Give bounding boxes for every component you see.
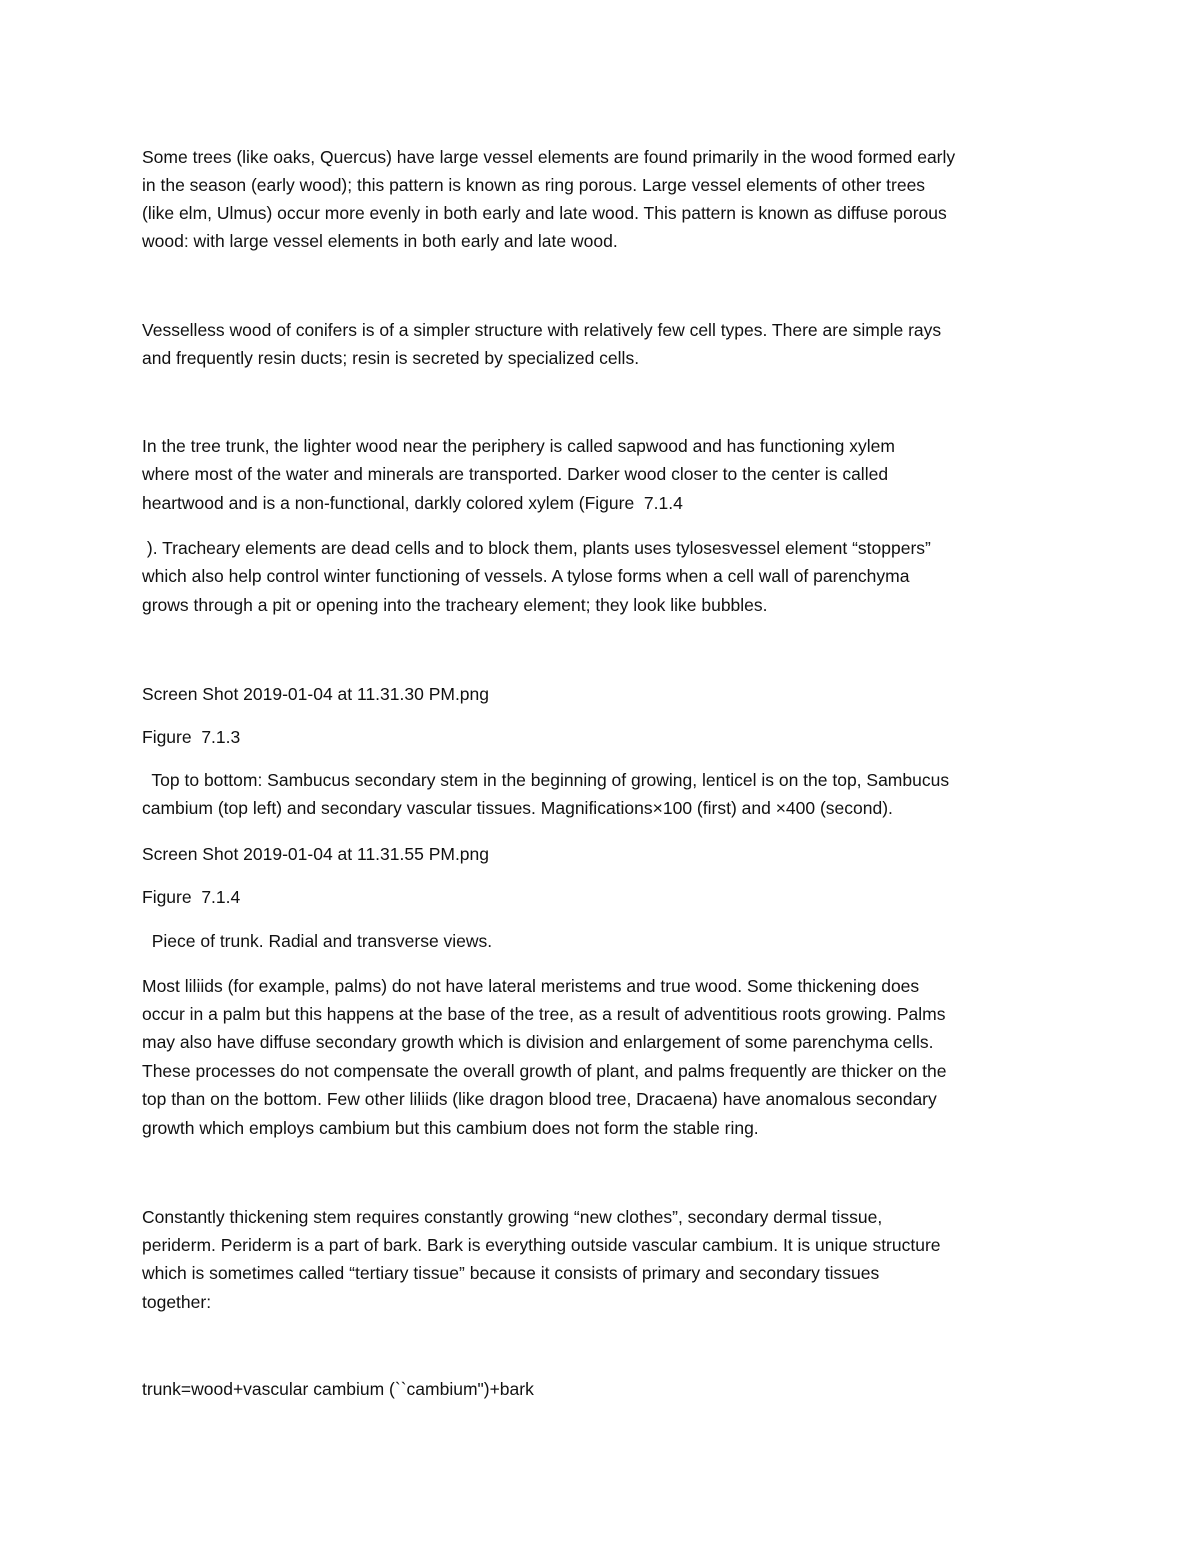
paragraph-periderm-line: Constantly thickening stem requires constantly growing “new clothes”, secondary dermal tissue,	[142, 1207, 883, 1227]
figure-caption-line: cambium (top left) and secondary vascular tissues. Magnifications×100 (first) and ×400 (second).	[142, 798, 893, 818]
paragraph-sapwood-line: In the tree trunk, the lighter wood near the periphery is called sapwood and has functioning xylem	[142, 436, 895, 456]
paragraph-periderm-line: periderm. Periderm is a part of bark. Bark is everything outside vascular cambium. It is unique structure	[142, 1235, 941, 1255]
paragraph-porous-line: in the season (early wood); this pattern is known as ring porous. Large vessel elements of other trees	[142, 175, 926, 195]
paragraph-liliids-line: top than on the bottom. Few other liliids (like dragon blood tree, Dracaena) have anomalous secondary	[142, 1089, 937, 1109]
figure-caption-line: Top to bottom: Sambucus secondary stem in the beginning of growing, lenticel is on the top, Sambucus	[142, 770, 950, 790]
paragraph-tyloses-line: ). Tracheary elements are dead cells and to block them, plants uses tylosesvessel element “stoppers”	[142, 538, 931, 558]
paragraph-tyloses-line: which also help control winter functioning of vessels. A tylose forms when a cell wall of parenchyma	[142, 566, 910, 586]
image-filename: Screen Shot 2019-01-04 at 11.31.55 PM.png	[142, 844, 490, 864]
paragraph-tyloses-line: grows through a pit or opening into the tracheary element; they look like bubbles.	[142, 595, 768, 615]
trunk-formula: trunk=wood+vascular cambium (``cambium")+bark	[142, 1379, 534, 1399]
paragraph-porous-line: Some trees (like oaks, Quercus) have large vessel elements are found primarily in the wood formed early	[142, 147, 956, 167]
paragraph-conifers-line: Vesselless wood of conifers is of a simpler structure with relatively few cell types. There are simple rays	[142, 320, 942, 340]
paragraph-sapwood-line: where most of the water and minerals are transported. Darker wood closer to the center is called	[142, 464, 889, 484]
figure-caption-line: Piece of trunk. Radial and transverse views.	[142, 931, 493, 951]
paragraph-liliids-line: Most liliids (for example, palms) do not have lateral meristems and true wood. Some thickening does	[142, 976, 920, 996]
figure-label: Figure 7.1.4	[142, 887, 241, 907]
paragraph-liliids-line: occur in a palm but this happens at the base of the tree, as a result of adventitious roots growing. Palms	[142, 1004, 946, 1024]
image-filename: Screen Shot 2019-01-04 at 11.31.30 PM.png	[142, 684, 490, 704]
paragraph-periderm-line: together:	[142, 1292, 212, 1312]
paragraph-sapwood-line: heartwood and is a non-functional, darkly colored xylem (Figure 7.1.4	[142, 493, 683, 513]
figure-label: Figure 7.1.3	[142, 727, 241, 747]
paragraph-porous-line: (like elm, Ulmus) occur more evenly in both early and late wood. This pattern is known as diffuse porous	[142, 203, 947, 223]
paragraph-liliids-line: growth which employs cambium but this cambium does not form the stable ring.	[142, 1118, 759, 1138]
paragraph-periderm-line: which is sometimes called “tertiary tissue” because it consists of primary and secondary tissues	[142, 1263, 880, 1283]
paragraph-porous-line: wood: with large vessel elements in both early and late wood.	[142, 231, 618, 251]
paragraph-liliids-line: may also have diffuse secondary growth which is division and enlargement of some parenchyma cells.	[142, 1032, 934, 1052]
paragraph-conifers-line: and frequently resin ducts; resin is secreted by specialized cells.	[142, 348, 640, 368]
paragraph-liliids-line: These processes do not compensate the overall growth of plant, and palms frequently are thicker on the	[142, 1061, 947, 1081]
